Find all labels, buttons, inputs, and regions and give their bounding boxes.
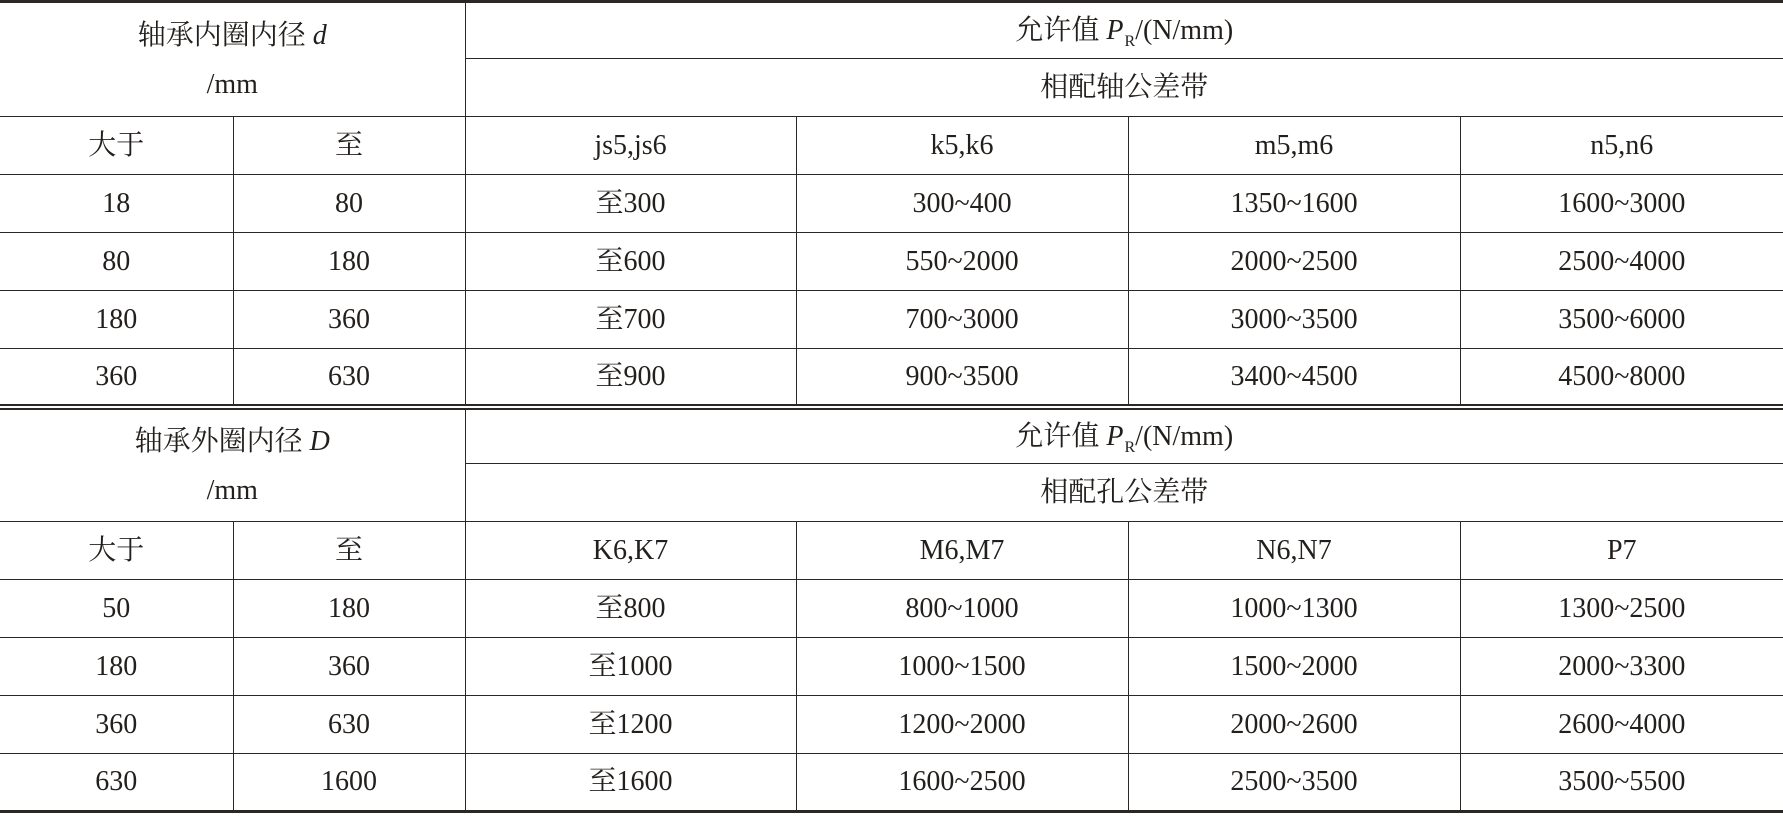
outer-band-2: N6,N7 (1128, 522, 1460, 580)
table-row (0, 349, 1783, 405)
outer-col-to: 至 (233, 522, 465, 580)
cell-value: 2500~4000 (1460, 233, 1783, 291)
cell-value: 2000~3300 (1460, 638, 1783, 696)
outer-diameter-label: 轴承外圈内径 (134, 425, 303, 457)
outer-band-0: K6,K7 (465, 522, 796, 580)
cell-from: 180 (0, 638, 233, 696)
cell-value: 2600~4000 (1460, 696, 1783, 754)
cell-value: 1600~2500 (796, 754, 1128, 812)
cell-value: 至1200 (465, 696, 796, 754)
cell-value: 1600~3000 (1460, 175, 1783, 233)
inner-band-1: k5,k6 (796, 117, 1128, 175)
outer-allow-symbol: P (1106, 420, 1124, 452)
cell-to: 360 (233, 638, 465, 696)
outer-band-3: P7 (1460, 522, 1783, 580)
inner-allow-label: 允许值 (1015, 14, 1100, 46)
cell-to: 1600 (233, 754, 465, 812)
inner-band-0: js5,js6 (465, 117, 796, 175)
cell-value: 2500~3500 (1128, 754, 1460, 812)
cell-value: 1300~2500 (1460, 580, 1783, 638)
table-row (0, 754, 1783, 812)
table-row (0, 696, 1783, 754)
cell-value: 300~400 (796, 175, 1128, 233)
inner-ring-table (0, 0, 1783, 405)
cell-from: 50 (0, 580, 233, 638)
cell-value: 3500~6000 (1460, 291, 1783, 349)
inner-allow-subscript: R (1124, 32, 1136, 50)
inner-allow-symbol: P (1106, 14, 1124, 46)
cell-value: 3000~3500 (1128, 291, 1460, 349)
cell-from: 18 (0, 175, 233, 233)
cell-value: 1000~1300 (1128, 580, 1460, 638)
cell-to: 180 (233, 580, 465, 638)
cell-from: 360 (0, 349, 233, 405)
inner-diameter-header (0, 2, 465, 117)
inner-band-3: n5,n6 (1460, 117, 1783, 175)
table-row (0, 175, 1783, 233)
outer-allow-subscript: R (1124, 438, 1136, 456)
inner-allow-unit: /(N/mm) (1135, 14, 1234, 46)
cell-value: 2000~2500 (1128, 233, 1460, 291)
cell-value: 至900 (465, 349, 796, 405)
cell-value: 至600 (465, 233, 796, 291)
cell-to: 180 (233, 233, 465, 291)
table-row (0, 580, 1783, 638)
cell-value: 1500~2000 (1128, 638, 1460, 696)
inner-diameter-label: 轴承内圈内径 (137, 19, 306, 51)
cell-from: 360 (0, 696, 233, 754)
cell-value: 1350~1600 (1128, 175, 1460, 233)
cell-value: 800~1000 (796, 580, 1128, 638)
cell-value: 4500~8000 (1460, 349, 1783, 405)
outer-allow-unit: /(N/mm) (1135, 420, 1234, 452)
outer-allow-header (465, 410, 1783, 464)
cell-value: 至1600 (465, 754, 796, 812)
cell-value: 550~2000 (796, 233, 1128, 291)
cell-value: 900~3500 (796, 349, 1128, 405)
cell-from: 180 (0, 291, 233, 349)
outer-col-from: 大于 (0, 522, 233, 580)
cell-value: 至300 (465, 175, 796, 233)
cell-value: 至1000 (465, 638, 796, 696)
cell-to: 630 (233, 349, 465, 405)
cell-value: 3400~4500 (1128, 349, 1460, 405)
cell-value: 1000~1500 (796, 638, 1128, 696)
cell-value: 1200~2000 (796, 696, 1128, 754)
outer-band-header: 相配孔公差带 (465, 464, 1783, 522)
outer-allow-label: 允许值 (1015, 420, 1100, 452)
cell-from: 630 (0, 754, 233, 812)
cell-to: 80 (233, 175, 465, 233)
cell-value: 至700 (465, 291, 796, 349)
inner-col-to: 至 (233, 117, 465, 175)
cell-value: 2000~2600 (1128, 696, 1460, 754)
outer-diameter-header (0, 410, 465, 522)
outer-diameter-symbol: D (309, 425, 330, 457)
outer-ring-table (0, 409, 1783, 813)
table-row (0, 638, 1783, 696)
inner-band-header: 相配轴公差带 (465, 59, 1783, 117)
inner-col-from: 大于 (0, 117, 233, 175)
inner-band-2: m5,m6 (1128, 117, 1460, 175)
inner-diameter-symbol: d (312, 19, 327, 51)
inner-diameter-unit: /mm (206, 68, 258, 100)
cell-value: 700~3000 (796, 291, 1128, 349)
table-row (0, 233, 1783, 291)
outer-diameter-unit: /mm (206, 474, 258, 506)
cell-from: 80 (0, 233, 233, 291)
cell-value: 3500~5500 (1460, 754, 1783, 812)
inner-allow-header (465, 2, 1783, 59)
cell-value: 至800 (465, 580, 796, 638)
outer-band-1: M6,M7 (796, 522, 1128, 580)
table-row (0, 291, 1783, 349)
cell-to: 360 (233, 291, 465, 349)
cell-to: 630 (233, 696, 465, 754)
